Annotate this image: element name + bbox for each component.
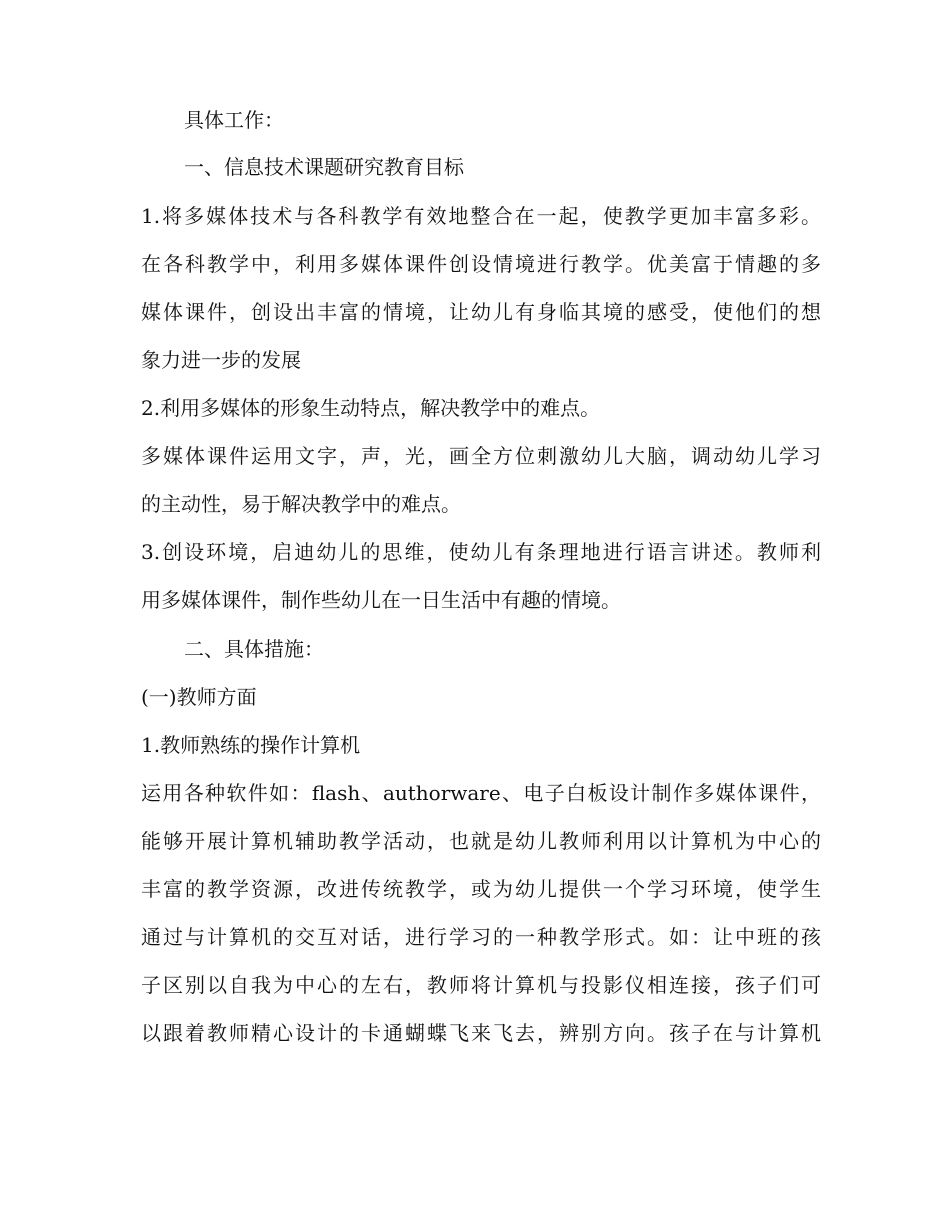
paragraph-line: 1.将多媒体技术与各科教学有效地整合在一起，使教学更加丰富多彩。	[141, 204, 821, 228]
paragraph-line: 子区别以自我为中心的左右，教师将计算机与投影仪相连接，孩子们可	[141, 973, 821, 997]
section-heading-goals: 一、信息技术课题研究教育目标	[184, 155, 464, 179]
section-heading-work: 具体工作：	[184, 108, 284, 132]
paragraph-line: 能够开展计算机辅助教学活动，也就是幼儿教师利用以计算机为中心的	[141, 829, 821, 853]
paragraph-line: 象力进一步的发展	[141, 348, 301, 372]
subsection-heading-teachers: (一)教师方面	[141, 685, 257, 709]
paragraph-line: 3.创设环境，启迪幼儿的思维，使幼儿有条理地进行语言讲述。教师利	[141, 540, 821, 564]
paragraph-line: 运用各种软件如：flash、authorware、电子白板设计制作多媒体课件，	[141, 781, 821, 805]
paragraph-line: 1.教师熟练的操作计算机	[141, 733, 361, 757]
paragraph-line: 2.利用多媒体的形象生动特点，解决教学中的难点。	[141, 396, 601, 420]
paragraph-line: 通过与计算机的交互对话，进行学习的一种教学形式。如：让中班的孩	[141, 925, 821, 949]
paragraph-line: 丰富的教学资源，改进传统教学，或为幼儿提供一个学习环境，使学生	[141, 877, 821, 901]
paragraph-line: 的主动性，易于解决教学中的难点。	[141, 492, 461, 516]
paragraph-line: 在各科教学中，利用多媒体课件创设情境进行教学。优美富于情趣的多	[141, 252, 821, 276]
section-heading-measures: 二、具体措施：	[184, 637, 324, 661]
paragraph-line: 用多媒体课件，制作些幼儿在一日生活中有趣的情境。	[141, 588, 621, 612]
paragraph-line: 以跟着教师精心设计的卡通蝴蝶飞来飞去，辨别方向。孩子在与计算机	[141, 1021, 821, 1045]
paragraph-line: 多媒体课件运用文字，声，光，画全方位刺激幼儿大脑，调动幼儿学习	[141, 444, 821, 468]
paragraph-line: 媒体课件，创设出丰富的情境，让幼儿有身临其境的感受，使他们的想	[141, 300, 821, 324]
